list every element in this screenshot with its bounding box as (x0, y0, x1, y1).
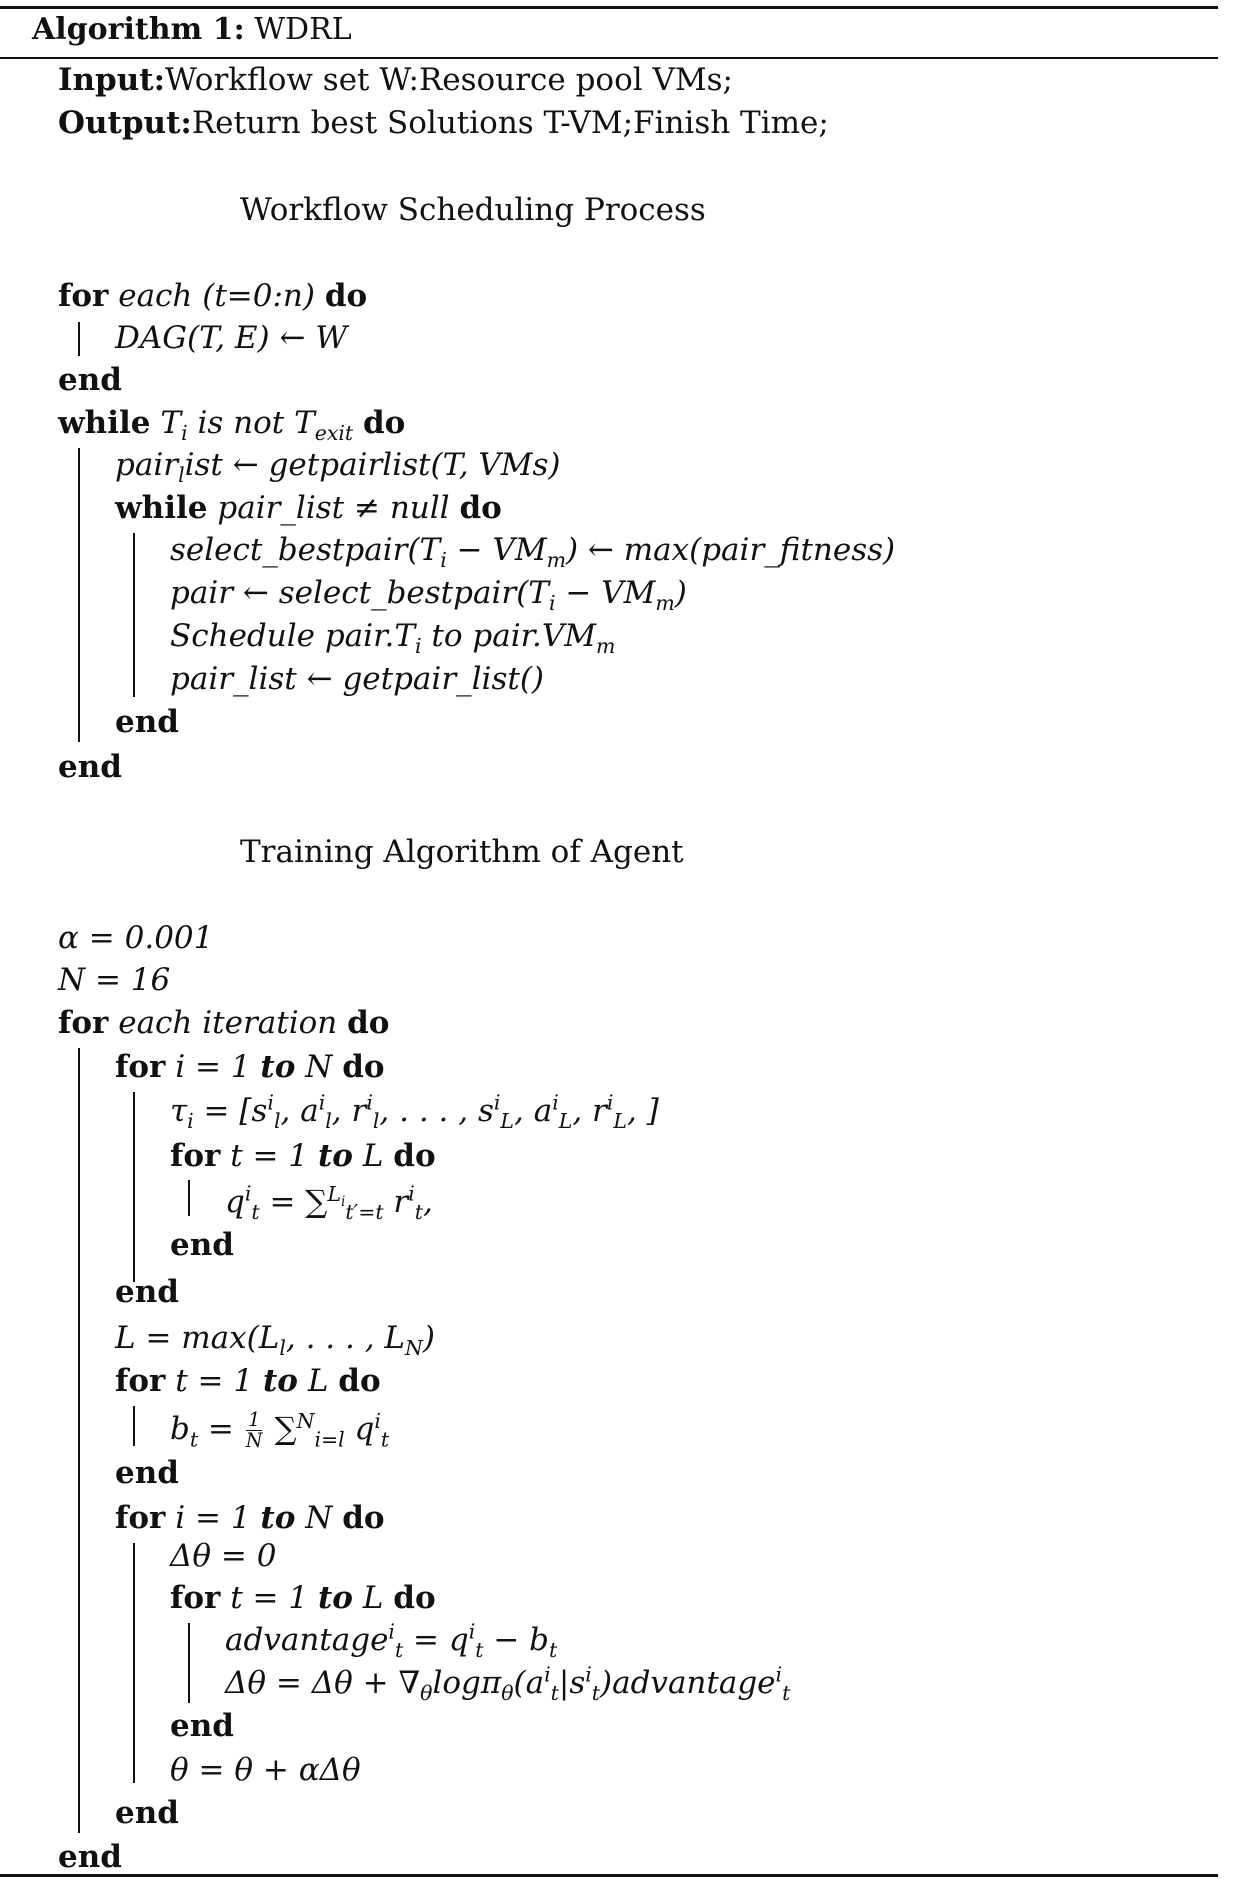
s2-for-i-bar-2 (133, 1543, 135, 1783)
top-rule (0, 6, 1218, 9)
s2-for-i-end-1: end (115, 1274, 179, 1310)
s2-for-iter-line: for each iteration do (58, 1005, 390, 1041)
s1-while-end: end (58, 749, 122, 785)
s2-for-i-bar (133, 1092, 135, 1282)
s2-for-t-end-1: end (170, 1227, 234, 1263)
s1-getpair-line: pair_list ← getpair_list() (170, 661, 545, 697)
bottom-rule (0, 1874, 1218, 1877)
input-text: Workflow set W:Resource pool VMs; (165, 62, 733, 98)
s2-for-i-line-2: for i = 1 to N do (115, 1500, 385, 1536)
s2-lmax-line: $L = \max(L_l$, . . . , $L_N$) (115, 1320, 435, 1361)
s1-dag-line: DAG(T, E) ← W (115, 320, 348, 356)
s1-for-bar (78, 322, 80, 356)
s2-n-line: N = 16 (58, 962, 171, 998)
s1-for-line: for each (t=0:n) do (58, 278, 368, 314)
algorithm-title (32, 12, 352, 48)
algorithm-label: Algorithm 1: (32, 12, 245, 47)
s2-iter-end: end (58, 1839, 122, 1875)
s2-for-t-line-1: for t = 1 to L do (170, 1138, 436, 1174)
s2-theta-update-line: θ = θ + αΔθ (170, 1752, 361, 1788)
section-title-training: Training Algorithm of Agent (240, 834, 684, 870)
output-line (58, 105, 829, 141)
s1-inner-while-end: end (115, 704, 179, 740)
s2-for-t-bar-3 (188, 1623, 190, 1703)
s2-for-t-end-2: end (115, 1455, 179, 1491)
output-text: Return best Solutions T-VM;Finish Time; (191, 105, 829, 141)
s2-alpha-line: α = 0.001 (58, 920, 214, 956)
s2-iter-bar (78, 1048, 80, 1833)
s1-schedule-line: Schedule $pair.T_i$ to $pair.VM_m$ (170, 618, 616, 659)
header-rule (0, 57, 1218, 59)
s2-for-t-line-3: for t = 1 to L do (170, 1580, 436, 1616)
s2-dtheta-update-line: $\Delta\theta = \Delta\theta + \nabla_\theta\log\pi_\theta(a^i_t|s^i_t)advantage^i_t$ (225, 1662, 791, 1706)
input-line (58, 62, 733, 98)
s2-for-i-line: for i = 1 to N do (115, 1049, 385, 1085)
output-keyword: Output: (58, 105, 192, 141)
s2-for-t-bar-2 (133, 1406, 135, 1446)
s1-inner-while-bar (133, 533, 135, 697)
s2-for-t-line-2: for t = 1 to L do (115, 1363, 381, 1399)
s1-inner-while-line: while pair_list ≠ null do (115, 490, 502, 526)
s1-for-end: end (58, 362, 122, 398)
s1-while-line: while $T_i$ is not $T_{exit}$ do (58, 405, 406, 446)
s2-q-line: $q^i_t = \sum^{L_i}_{t'=t}$ $r^i_t$, (225, 1181, 433, 1225)
s2-for-i-end-2: end (115, 1795, 179, 1831)
s2-b-line: $b_t$ = $\frac{1}{N}$ ∑$^N_{i=l}$ $q^i_t$ (170, 1408, 390, 1453)
s1-pairlist-line: pair$_l$ist ← getpairlist(T, VMs) (115, 447, 561, 488)
input-keyword: Input: (58, 62, 166, 98)
s1-while-bar (78, 448, 80, 742)
algorithm-name: WDRL (254, 12, 352, 47)
s2-advantage-line: advantage$^i_t$ = $q^i_t - b_t$ (225, 1619, 558, 1663)
section-title-scheduling: Workflow Scheduling Process (240, 192, 706, 228)
s1-pair-line: pair ← $select\_bestpair(T_i - VM_m)$ (170, 575, 687, 616)
s2-tau-line: $\tau_i = [s^i_l$, $a^i_l$, $r^i_l$, . . . , $s^i_L$, $a^i_L$, $r^i_L$, ] (170, 1090, 659, 1134)
s2-dtheta-init-line: Δθ = 0 (170, 1538, 277, 1574)
s1-select-line: $select\_bestpair(T_i - VM_m)$ ← max(pair_fitness) (170, 532, 896, 573)
s2-for-t-end-3: end (170, 1708, 234, 1744)
s2-for-t-bar-1 (188, 1180, 190, 1216)
